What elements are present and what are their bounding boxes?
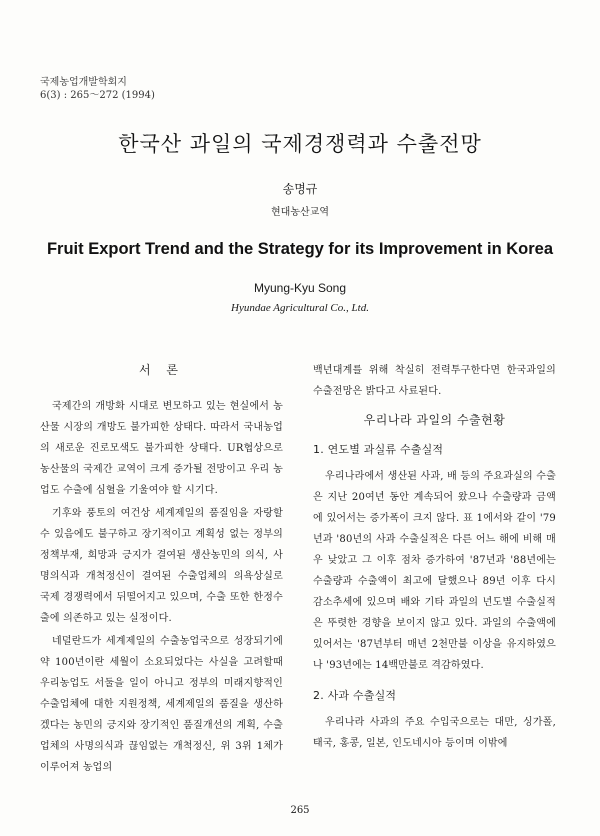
subsection-heading-apple-exports: 2. 사과 수출실적	[313, 689, 397, 702]
section-heading-export-status: 우리나라 과일의 수출현황	[363, 413, 506, 427]
paragraph-continuation: 백년대계를 위해 착실히 전력투구한다면 한국과일의 수출전망은 밝다고 사료된다.	[313, 365, 556, 397]
page-number: 265	[290, 805, 310, 816]
author-korean: 송명규	[282, 182, 318, 196]
paragraph: 우리나라 사과의 주요 수입국으로는 대만, 싱가폴, 태국, 홍콩, 일본, 인도네시아 등이며 이밖에	[313, 717, 556, 749]
affiliation-english: Hyundae Agricultural Co., Ltd.	[231, 302, 369, 314]
right-column	[313, 360, 556, 756]
paragraph: 네덜란드가 세계제일의 수출농업국으로 성장되기에 약 100년이란 세월이 소요되었다는 사실을 고려할때 우리농업도 서둘을 일이 아니고 정부의 미래지향적인 수출업체에 대한 지원정책, 세계제일의 품질을 생산하겠다는 농민의 긍지와 장기적인 품질개선의 계획, 수출업체의 사명의식과 끊임없는 개척정신, 위 3위 1체가 이루어져 농업의	[40, 636, 283, 773]
title-korean: 한국산 과일의 국제경쟁력과 수출전망	[118, 132, 482, 156]
author-english: Myung-Kyu Song	[253, 281, 347, 295]
subsection-heading-yearly-exports: 1. 연도별 과실류 수출실적	[313, 443, 444, 456]
paragraph: 국제간의 개방화 시대로 변모하고 있는 현실에서 농산물 시장의 개방도 불가피한 상태다. 따라서 국내농업의 새로운 진로모색도 불가피한 상태다. UR협상으로 농산물의 국제간 교역이 크게 증가될 전망이고 우리 농업도 수출에 심혈을 기울여야 할 시기다.	[40, 401, 283, 496]
journal-name: 국제농업개발학회지	[40, 77, 127, 88]
left-column	[40, 360, 283, 780]
paragraph: 기후와 풍토의 여건상 세계제일의 품질임을 자랑할 수 있음에도 불구하고 장기적이고 계획성 없는 정부의 정책부재, 희망과 긍지가 결여된 생산농민의 의식, 사명의식과 개척정신이 결여된 수출업체의 의욕상실로 국제 경쟁력에서 뒤떨어지고 있으며, 수출 또한 한정수출에 의존하고 있는 실정이다.	[40, 508, 283, 624]
journal-header	[40, 76, 155, 102]
paragraph: 우리나라에서 생산된 사과, 배 등의 주요과실의 수출은 지난 20여년 동안 계속되어 왔으나 수출량과 금액에 있어서는 증가폭이 크지 않다. 표 1에서와 같이 '79년과 '80년의 사과 수출실적은 다른 어느 해에 비해 매우 낮았고 그 이후 점차 증가하여 '87년과 '88년에는 수출량과 수출액이 최고에 달했으나 89년 이후 다시 감소추세에 있으며 배와 기타 과일의 년도별 수출실적은 뚜렷한 경향을 보이지 않고 있다. 과일의 수출액에 있어서는 '87년부터 매년 2천만불 이상을 유지하였으나 '93년에는 14백만불로 격감하였다.	[313, 471, 556, 671]
title-english: Fruit Export Trend and the Strategy for its Improvement in Korea	[46, 240, 554, 258]
section-heading-introduction: 서 론	[139, 363, 184, 377]
affiliation-korean: 현대농산교역	[271, 207, 329, 218]
journal-volume: 6(3) : 265～272 (1994)	[40, 90, 155, 101]
